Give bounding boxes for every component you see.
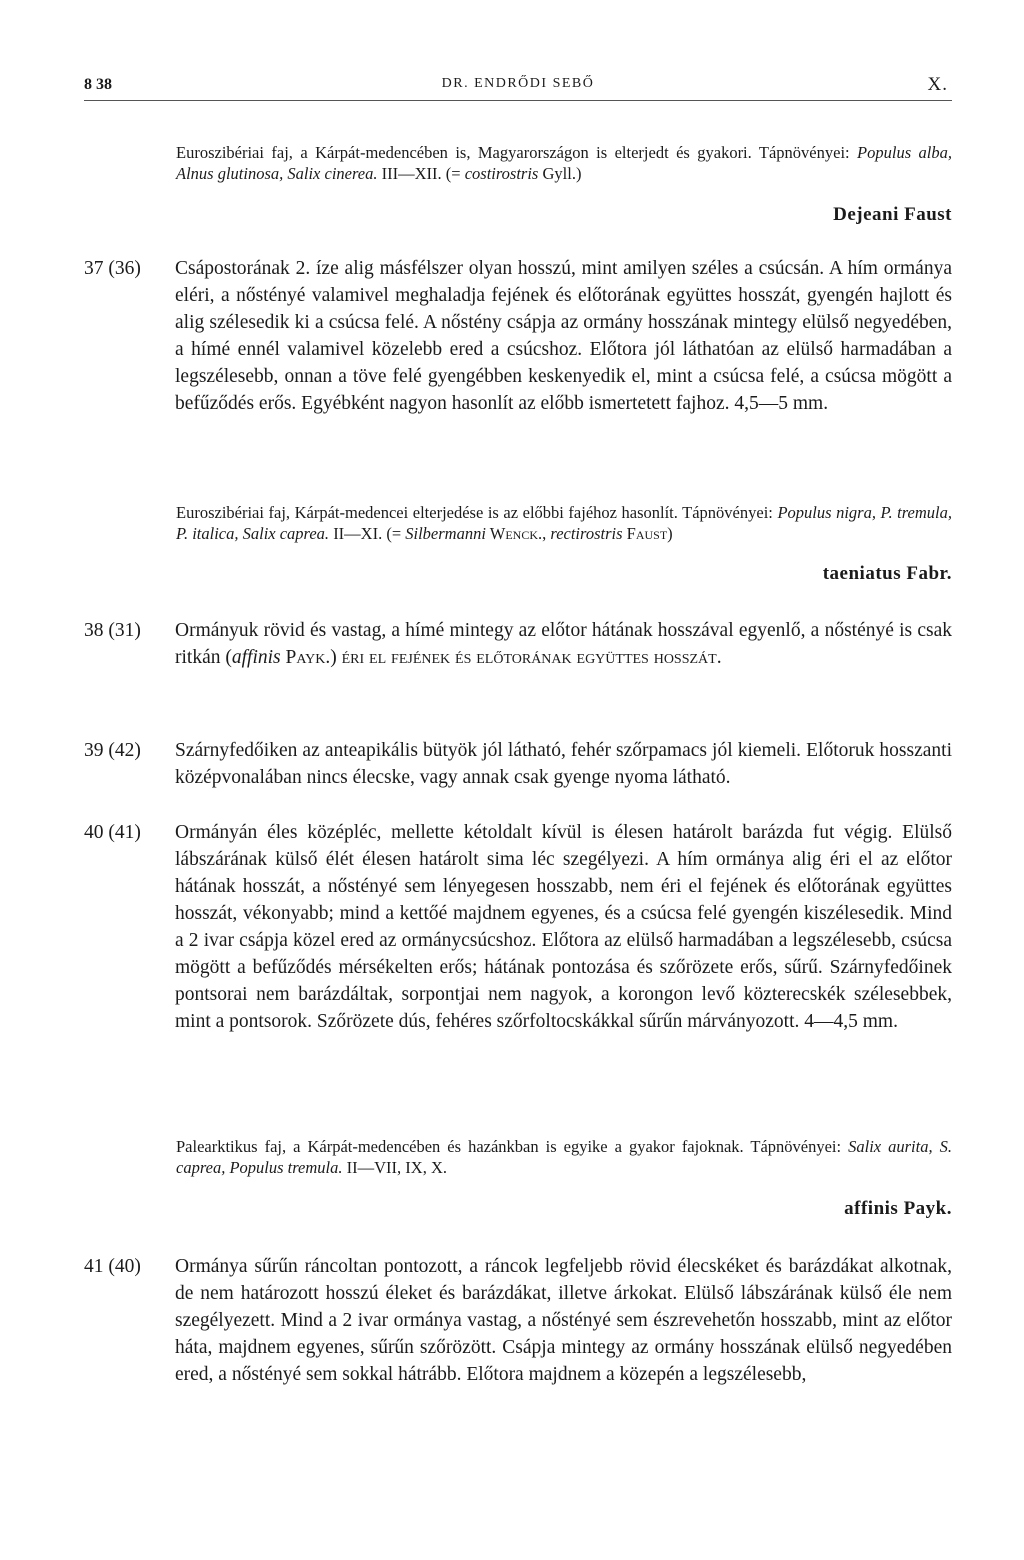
couplet-number: 38 (31): [84, 620, 141, 641]
couplet-text: Ormányán éles középléc, mellette kétoldalt kívül is élesen határolt barázda fut végig. Elülső lábszárának külső élét élesen határolt sima léc szegélyezi. A hím ormánya alig éri el az előtor hátának hosszát, a nőstényé sem lényegesen hosszabb, nem éri el fejének és előtorának együttes hosszát, vékonyabb; mind a kettőé majdnem egyenes, és a csúcsa felé gyengén kiszélesedik. Mind a 2 ivar csápja közel ered az ormánycsúcshoz. Előtora az elülső harmadában a legszélesebb, csúcsa mögött a befűződés mérsékelten erős; hátának pontozása és szőrözete erős, sűrű. Szárnyfedőinek pontsorai nem barázdáltak, sorpontjai nem nagyok, a korongon levő közterecskék szélesebbek, mint a pontsorok. Szőrözete dús, fehéres szőrfoltocskákkal sűrűn márványozott. 4—4,5 mm.: [175, 822, 952, 1032]
couplet-40: [84, 819, 952, 1035]
page-number: 8 38: [84, 76, 112, 93]
couplet-text: Csápostorának 2. íze alig másfélszer olyan hosszú, mint amilyen széles a csúcsán. A hím ormánya eléri, a nőstényé valamivel meghaladja fejének és előtorának együttes hosszát, gyengén hajlott és alig szélesedik ki a csúcsa felé. A nőstény csápja az ormány hosszának mintegy elülső negyedében, a hímé ennél valamivel közelebb ered a csúcshoz. Előtora jól láthatóan az elülső harmadában a legszélesebb, onnan a töve felé gyengébben keskenyedik el, mint a csúcsa felé, a csúcsa mögött a befűződés erős. Egyébként nagyon hasonlít az előbb ismertetett fajhoz. 4,5—5 mm.: [175, 258, 952, 414]
couplet-number: 39 (42): [84, 740, 141, 761]
distribution-note-taeniatus: Euroszibériai faj, Kárpát-medencei elterjedése is az előbbi fajéhoz hasonlít. Tápnövényei: Populus nigra, P. tremula, P. italica, Salix caprea. II—XI. (= Silbermanni Wenck., rectirostris Faust): [176, 503, 952, 543]
couplet-41: [84, 1253, 952, 1388]
couplet-number: 37 (36): [84, 258, 141, 279]
couplet-37: [84, 255, 952, 417]
couplet-number: 41 (40): [84, 1256, 141, 1277]
species-name-taeniatus: taeniatus Fabr.: [822, 563, 952, 584]
distribution-note-dejeani: Euroszibériai faj, a Kárpát-medencében is, Magyarországon is elterjedt és gyakori. Tápnövényei: Populus alba, Alnus glutinosa, Salix cinerea. III—XII. (= costirostris Gyll.): [176, 143, 953, 183]
chapter-number: X.: [927, 74, 948, 95]
couplet-text: Szárnyfedőiken az anteapikális bütyök jól látható, fehér szőrpamacs jól kiemeli. Előtoruk hosszanti középvonalában nincs élecske, vagy annak csak gyenge nyoma látható.: [175, 740, 952, 788]
species-name-affinis: affinis Payk.: [844, 1198, 952, 1219]
running-header: [84, 76, 952, 101]
couplet-text: Ormányuk rövid és vastag, a hímé mintegy az előtor hátának hosszával egyenlő, a nőstényé is csak ritkán (affinis Payk.) éri el fejének és előtorának együttes hosszát.: [175, 620, 952, 668]
couplet-38: [84, 617, 952, 671]
species-name-dejeani: Dejeani Faust: [833, 204, 952, 225]
couplet-text: Ormánya sűrűn ráncoltan pontozott, a ráncok legfeljebb rövid élecskéket és barázdákat alkotnak, de nem határozott hosszú éleket és barázdákat, illetve árkokat. Elülső lábszárának külső éle nem szegélyezett. Mind a 2 ivar ormánya vastag, a nőstényé sem észrevehetőn hosszabb, mint az előtor háta, majdnem egyenes, sűrűn szőrözött. Csápja mintegy az ormány hosszának elülső negyedében ered, a nőstényé sem sokkal hátrább. Előtora majdnem a közepén a legszélesebb,: [175, 1256, 952, 1385]
running-title: DR. ENDRŐDI SEBŐ: [441, 76, 595, 91]
couplet-39: [84, 737, 952, 791]
distribution-note-affinis: Palearktikus faj, a Kárpát-medencében és hazánkban is egyike a gyakor fajoknak. Tápnövényei: Salix aurita, S. caprea, Populus tremula. II—VII, IX, X.: [176, 1137, 952, 1177]
couplet-number: 40 (41): [84, 822, 141, 843]
